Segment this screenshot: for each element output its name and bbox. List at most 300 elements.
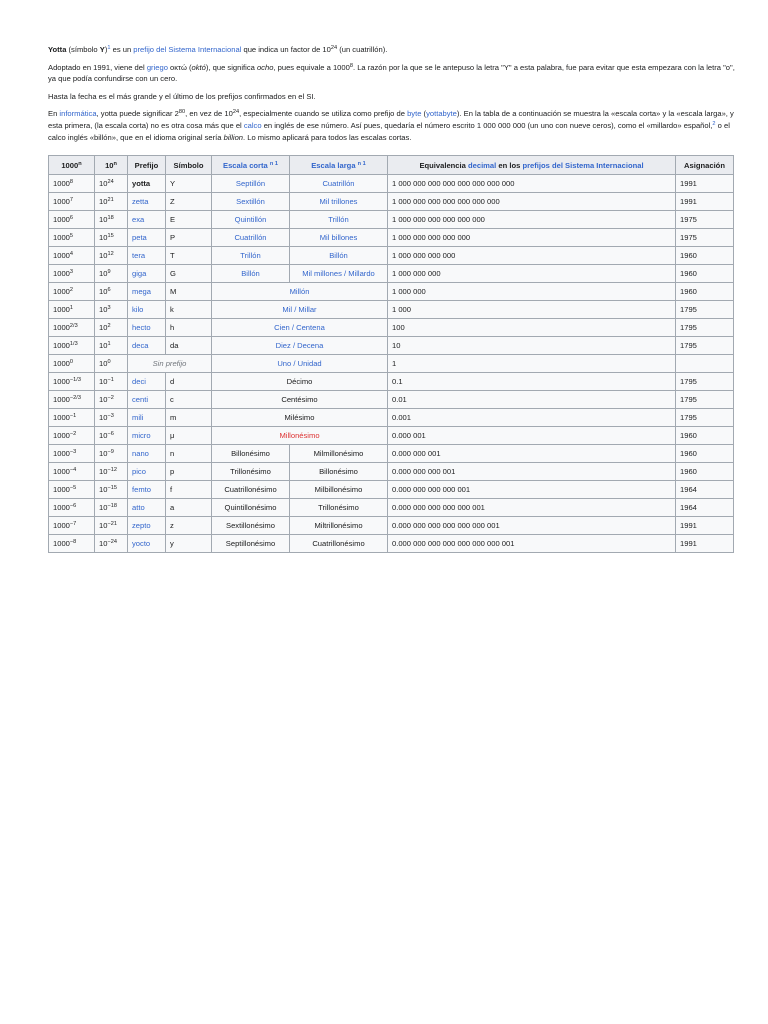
cell-1000n [49, 427, 95, 445]
scale-link[interactable]: Millón [289, 287, 310, 297]
cell-1000n [49, 355, 95, 373]
article-content [48, 44, 738, 553]
cell-year: 1795 [676, 409, 734, 427]
intro-paragraph [48, 44, 738, 56]
cell-decimal: 1 [388, 355, 676, 373]
prefix-link[interactable]: mili [132, 413, 144, 423]
cell-short-scale: Septillonésimo [212, 535, 290, 553]
cell-10n [95, 229, 128, 247]
exponent: −5 [69, 485, 77, 492]
cell-short-scale: Trillonésimo [212, 463, 290, 481]
cell-year: 1991 [676, 517, 734, 535]
exponent: 6 [107, 287, 111, 294]
text: 1000 [53, 233, 70, 243]
exponent: 2/3 [69, 323, 78, 330]
cell-prefix [128, 517, 166, 535]
cell-symbol: d [166, 373, 212, 391]
cell-10n [95, 337, 128, 355]
text: 1000 [53, 521, 70, 531]
cell-short-scale [212, 193, 290, 211]
prefix-link[interactable]: peta [132, 233, 147, 243]
exponent: −7 [69, 521, 77, 528]
cell-symbol: da [166, 337, 212, 355]
long-scale-link[interactable]: Escala larga [311, 160, 356, 170]
cell-decimal: 0.000 000 000 000 000 000 001 [388, 517, 676, 535]
cell-scale-merged [212, 427, 388, 445]
cell-year: 1960 [676, 247, 734, 265]
cell-symbol: f [166, 481, 212, 499]
text: 1000 [61, 160, 79, 170]
exponent: 4 [69, 251, 74, 258]
symbol-text: Y [99, 45, 105, 54]
note-link[interactable]: n 1 [357, 160, 366, 167]
cell-10n [95, 499, 128, 517]
col-header-short-scale[interactable] [212, 156, 290, 175]
text: 10 [99, 233, 108, 243]
text: que indica un factor de 10 [241, 45, 331, 54]
cell-symbol: z [166, 517, 212, 535]
table-row [49, 229, 734, 247]
cell-prefix [128, 193, 166, 211]
exponent: −6 [107, 431, 114, 438]
cell-prefix [128, 247, 166, 265]
cell-decimal: 0.01 [388, 391, 676, 409]
exponent: −2/3 [69, 395, 81, 402]
table-row [49, 409, 734, 427]
text: 10 [99, 251, 108, 261]
cell-short-scale [212, 175, 290, 193]
cell-1000n [49, 301, 95, 319]
exponent: −2 [69, 431, 77, 438]
cell-decimal: 1 000 000 000 000 [388, 247, 676, 265]
scale-link[interactable]: Mil / Millar [282, 305, 317, 315]
text: es un [110, 45, 134, 54]
cell-year: 1795 [676, 373, 734, 391]
text: 1000 [53, 413, 70, 423]
prefix-link[interactable]: deci [132, 377, 146, 387]
cell-no-prefix: Sin prefijo [128, 355, 212, 373]
text: 1000 [53, 503, 70, 513]
col-header-prefix[interactable]: Prefijo [128, 156, 166, 175]
exponent: −21 [107, 521, 117, 528]
prefix-link[interactable]: hecto [132, 323, 151, 333]
exponent: −1/3 [69, 377, 81, 384]
cell-year: 1960 [676, 427, 734, 445]
greek-link[interactable]: griego [146, 62, 168, 72]
cell-10n [95, 265, 128, 283]
cell-10n [95, 481, 128, 499]
cell-prefix [128, 229, 166, 247]
exponent: 80 [178, 109, 186, 116]
cell-scale-merged [212, 355, 388, 373]
cell-short-scale: Cuatrillonésimo [212, 481, 290, 499]
footnote-1-link[interactable]: 1 [107, 45, 111, 51]
prefix-link[interactable]: yocto [132, 539, 151, 549]
text: 10 [99, 287, 108, 297]
cell-1000n [49, 517, 95, 535]
cell-decimal: 0.001 [388, 409, 676, 427]
text: 1000 [53, 323, 70, 333]
cell-scale-merged [212, 283, 388, 301]
cell-prefix [128, 337, 166, 355]
col-header-long-scale[interactable] [290, 156, 388, 175]
si-prefix-link[interactable]: prefijo del Sistema Internacional [133, 45, 242, 54]
exponent: 2 [69, 287, 74, 294]
table-row [49, 355, 734, 373]
computing-paragraph [48, 108, 738, 143]
cell-symbol: p [166, 463, 212, 481]
cell-decimal: 0.000 000 000 000 001 [388, 481, 676, 499]
cell-symbol: n [166, 445, 212, 463]
text: 1000 [53, 467, 70, 477]
table-row [49, 247, 734, 265]
long-scale-value-link[interactable]: Cuatrillón [322, 179, 355, 189]
prefix-link[interactable]: atto [132, 503, 145, 513]
exponent: 1/3 [69, 341, 78, 348]
table-row [49, 211, 734, 229]
cell-decimal: 0.000 000 000 000 000 000 000 001 [388, 535, 676, 553]
cell-short-scale: Billonésimo [212, 445, 290, 463]
cell-1000n [49, 247, 95, 265]
text: ). En la tabla de a continuación se muestra la «escala corta» y la «escala larga», y esta primera, (la escala corta) no es otra cosa más que el [48, 109, 734, 130]
text: 10 [99, 269, 108, 279]
cell-10n [95, 211, 128, 229]
text: 1000 [53, 359, 70, 369]
exponent: n [78, 160, 82, 167]
text: 10 [99, 341, 108, 351]
cell-10n [95, 319, 128, 337]
text: . Lo mismo aplicará para todos las escalas cortas. [243, 132, 412, 142]
col-header-10n[interactable] [95, 156, 128, 175]
cell-long-scale: Billonésimo [290, 463, 388, 481]
calco-link[interactable]: calco [243, 120, 262, 130]
short-scale-value-link[interactable]: Septillón [235, 179, 266, 189]
cell-10n [95, 301, 128, 319]
italic-text: billion [223, 132, 244, 142]
text: 10 [99, 323, 108, 333]
col-header-1000n[interactable] [49, 156, 95, 175]
exponent: 1 [69, 305, 74, 312]
text: 10 [99, 449, 108, 459]
text: 1000 [53, 395, 70, 405]
cell-year: 1795 [676, 337, 734, 355]
cell-symbol: G [166, 265, 212, 283]
cell-1000n [49, 373, 95, 391]
col-header-equivalence[interactable] [388, 156, 676, 175]
cell-decimal: 0.000 000 001 [388, 445, 676, 463]
scale-missing-link[interactable]: Millonésimo [279, 431, 320, 441]
cell-1000n [49, 265, 95, 283]
text: , yotta puede significar 2 [96, 109, 179, 119]
cell-prefix [128, 265, 166, 283]
status-paragraph: Hasta la fecha es el más grande y el último de los prefijos confirmados en el SI. [48, 91, 316, 101]
exponent: 1 [107, 341, 111, 348]
yottabyte-link[interactable]: yottabyte [426, 109, 457, 119]
exponent: 24 [107, 179, 114, 186]
text: ( [421, 109, 427, 119]
text: 1000 [53, 269, 70, 279]
cell-year: 1975 [676, 211, 734, 229]
table-row [49, 265, 734, 283]
cell-year: 1960 [676, 445, 734, 463]
text: Adoptado en 1991, viene del [48, 62, 147, 72]
exponent: 18 [107, 215, 114, 222]
cell-prefix [128, 499, 166, 517]
text: 10 [99, 395, 108, 405]
cell-long-scale [290, 229, 388, 247]
cell-10n [95, 427, 128, 445]
cell-prefix [128, 301, 166, 319]
prefix-link[interactable]: giga [132, 269, 147, 279]
table-row [49, 463, 734, 481]
cell-year [676, 355, 734, 373]
exponent: 24 [232, 109, 240, 116]
prefix-table [48, 155, 734, 553]
cell-1000n [49, 409, 95, 427]
text: 10 [99, 197, 108, 207]
text: . La razón por la que se le antepuso la letra "Y" a esta palabra, fue para evitar que esta empezara con la letra "o", ya que podía confundirse con un cero. [48, 62, 735, 84]
prefix-link[interactable]: exa [132, 215, 145, 225]
text: ), que significa [205, 62, 257, 72]
cell-prefix [128, 463, 166, 481]
cell-short-scale [212, 229, 290, 247]
cell-long-scale: Milbillonésimo [290, 481, 388, 499]
text: 1000 [53, 305, 70, 315]
cell-decimal: 1 000 000 000 000 000 000 000 [388, 193, 676, 211]
table-row [49, 481, 734, 499]
cell-short-scale [212, 211, 290, 229]
long-scale-value-link[interactable]: Mil trillones [319, 197, 358, 207]
cell-10n [95, 517, 128, 535]
cell-symbol: a [166, 499, 212, 517]
exponent: −6 [69, 503, 77, 510]
scale-link[interactable]: Cien / Centena [274, 323, 325, 333]
exponent: 15 [107, 233, 114, 240]
cell-prefix [128, 445, 166, 463]
cell-year: 1960 [676, 265, 734, 283]
cell-symbol: k [166, 301, 212, 319]
text: (símbolo [66, 45, 100, 54]
cell-scale-merged [212, 319, 388, 337]
exponent: 3 [69, 269, 74, 276]
cell-long-scale [290, 193, 388, 211]
cell-10n [95, 193, 128, 211]
prefix-link[interactable]: nano [132, 449, 149, 459]
cell-1000n [49, 337, 95, 355]
cell-symbol: E [166, 211, 212, 229]
cell-year: 1991 [676, 535, 734, 553]
text: , especialmente cuando se utiliza como prefijo de [239, 109, 408, 119]
cell-decimal: 100 [388, 319, 676, 337]
cell-1000n [49, 463, 95, 481]
cell-short-scale [212, 265, 290, 283]
cell-short-scale: Sextillonésimo [212, 517, 290, 535]
cell-symbol: y [166, 535, 212, 553]
short-scale-value-link[interactable]: Cuatrillón [234, 233, 267, 243]
text: 10 [99, 503, 108, 513]
decimal-link[interactable]: decimal [467, 160, 497, 170]
exponent: 0 [69, 359, 74, 366]
prefix-link[interactable]: mega [132, 287, 151, 297]
cell-long-scale: Trillonésimo [290, 499, 388, 517]
cell-decimal: 1 000 000 [388, 283, 676, 301]
cell-1000n [49, 499, 95, 517]
short-scale-value-link[interactable]: Trillón [240, 251, 261, 261]
cell-1000n [49, 319, 95, 337]
si-prefixes-link[interactable]: prefijos del Sistema Internacional [522, 160, 644, 170]
exponent: 8 [69, 179, 74, 186]
table-row [49, 517, 734, 535]
table-row [49, 283, 734, 301]
origin-paragraph [48, 62, 738, 85]
table-row [49, 391, 734, 409]
note-link[interactable]: n 1 [269, 160, 278, 167]
text: En [48, 109, 60, 119]
cell-decimal: 0.1 [388, 373, 676, 391]
cell-long-scale [290, 175, 388, 193]
cell-10n [95, 445, 128, 463]
cell-scale-merged [212, 301, 388, 319]
cell-10n [95, 175, 128, 193]
text: 1000 [53, 287, 70, 297]
text: ) [104, 45, 108, 54]
exponent: −3 [107, 413, 114, 420]
exponent: −1 [107, 377, 114, 384]
col-header-assignment[interactable]: Asignación [676, 156, 734, 175]
exponent: −12 [107, 467, 117, 474]
cell-year: 1795 [676, 391, 734, 409]
cell-1000n [49, 283, 95, 301]
exponent: 5 [69, 233, 74, 240]
short-scale-value-link[interactable]: Sextillón [236, 197, 265, 207]
cell-10n [95, 355, 128, 373]
cell-symbol: M [166, 283, 212, 301]
short-scale-link[interactable]: Escala corta [223, 160, 268, 170]
cell-10n [95, 283, 128, 301]
cell-1000n [49, 175, 95, 193]
cell-decimal: 1 000 000 000 000 000 000 000 000 [388, 175, 676, 193]
cell-decimal: 0.000 000 000 001 [388, 463, 676, 481]
prefix-link[interactable]: micro [132, 431, 151, 441]
exponent: 3 [107, 305, 111, 312]
text: 10 [99, 413, 108, 423]
byte-link[interactable]: byte [407, 109, 422, 119]
short-scale-value-link[interactable]: Billón [241, 269, 260, 279]
cell-symbol: μ [166, 427, 212, 445]
text: en inglés de ese número. Así pues, quedaría el número escrito 1 000 000 000 (un uno con nueve ceros), como el «millardo» español, [261, 120, 713, 130]
exponent: −18 [107, 503, 117, 510]
prefix-link[interactable]: kilo [132, 305, 144, 315]
text: 1000 [53, 251, 70, 261]
cell-prefix [128, 409, 166, 427]
table-row [49, 337, 734, 355]
cell-year: 1991 [676, 193, 734, 211]
prefix-current: yotta [132, 179, 151, 189]
long-scale-value-link[interactable]: Mil billones [319, 233, 358, 243]
cell-decimal: 1 000 000 000 000 000 [388, 229, 676, 247]
italic-text: októ [191, 62, 206, 72]
table-row [49, 319, 734, 337]
text: 10 [99, 539, 108, 549]
cell-10n [95, 373, 128, 391]
cell-decimal: 1 000 000 000 000 000 000 [388, 211, 676, 229]
footnote-2-link[interactable]: 2 [712, 120, 716, 127]
text: 10 [99, 467, 108, 477]
exponent: −8 [69, 539, 77, 546]
italic-text: ocho [256, 62, 274, 72]
cell-scale-merged: Milésimo [212, 409, 388, 427]
text: 10 [99, 485, 108, 495]
prefix-link[interactable]: zetta [132, 197, 149, 207]
cell-prefix [128, 175, 166, 193]
cell-year: 1975 [676, 229, 734, 247]
cell-long-scale: Milmillonésimo [290, 445, 388, 463]
table-row [49, 301, 734, 319]
cell-symbol: Z [166, 193, 212, 211]
scale-link[interactable]: Uno / Unidad [277, 359, 322, 369]
cell-short-scale: Quintillonésimo [212, 499, 290, 517]
cell-year: 1795 [676, 319, 734, 337]
text: 1000 [53, 431, 70, 441]
exponent: 6 [69, 215, 74, 222]
exponent: −3 [69, 449, 77, 456]
table-row [49, 175, 734, 193]
text: 10 [99, 431, 108, 441]
exponent: −2 [107, 395, 114, 402]
cell-year: 1964 [676, 499, 734, 517]
cell-long-scale [290, 211, 388, 229]
exponent: 21 [107, 197, 114, 204]
table-row [49, 373, 734, 391]
cell-scale-merged: Centésimo [212, 391, 388, 409]
cell-scale-merged [212, 337, 388, 355]
table-header-row [49, 156, 734, 175]
prefix-link[interactable]: zepto [132, 521, 151, 531]
text: (un cuatrillón). [337, 45, 388, 54]
col-header-symbol[interactable]: Símbolo [166, 156, 212, 175]
text: 10 [99, 179, 108, 189]
cell-1000n [49, 535, 95, 553]
cell-short-scale [212, 247, 290, 265]
prefix-link[interactable]: deca [132, 341, 149, 351]
exponent: 8 [349, 62, 353, 69]
prefix-link[interactable]: pico [132, 467, 146, 477]
prefix-link[interactable]: tera [132, 251, 146, 261]
cell-symbol: m [166, 409, 212, 427]
long-scale-value-link[interactable]: Mil millones / Millardo [302, 269, 375, 279]
cell-long-scale [290, 247, 388, 265]
long-scale-value-link[interactable]: Trillón [328, 215, 349, 225]
prefix-link[interactable]: centi [132, 395, 149, 405]
cell-long-scale: Cuatrillonésimo [290, 535, 388, 553]
prefix-link[interactable]: femto [132, 485, 151, 495]
cell-symbol: Y [166, 175, 212, 193]
cell-prefix [128, 319, 166, 337]
cell-symbol: c [166, 391, 212, 409]
cell-10n [95, 409, 128, 427]
cell-10n [95, 391, 128, 409]
text: 1000 [53, 449, 70, 459]
long-scale-value-link[interactable]: Billón [329, 251, 348, 261]
scale-link[interactable]: Diez / Decena [275, 341, 324, 351]
informatics-link[interactable]: informática [59, 109, 97, 119]
cell-prefix [128, 283, 166, 301]
text: , pues equivale a 1000 [273, 62, 350, 72]
short-scale-value-link[interactable]: Quintillón [234, 215, 267, 225]
cell-1000n [49, 229, 95, 247]
exponent: 0 [107, 359, 111, 366]
text: Equivalencia [419, 160, 468, 170]
